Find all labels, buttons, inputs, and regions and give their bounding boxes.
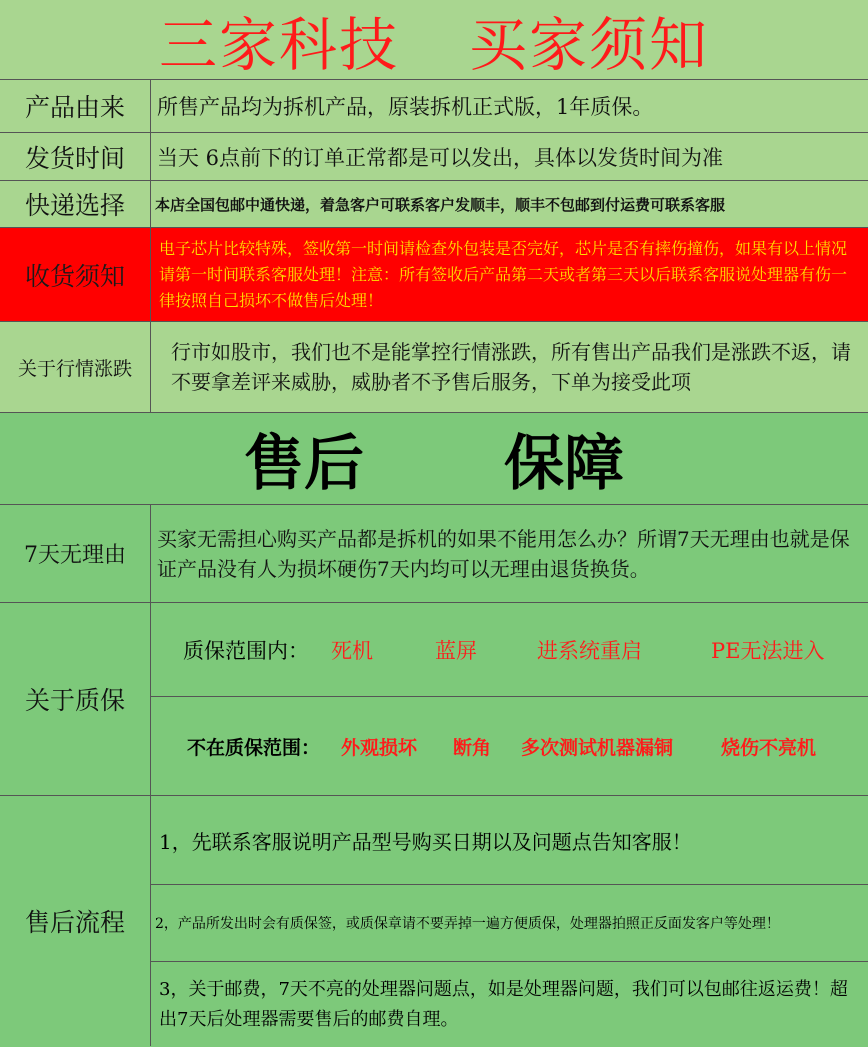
page-header bbox=[0, 0, 868, 80]
out-scope-item: 烧伤不亮机 bbox=[721, 737, 817, 759]
row-receipt-notice bbox=[0, 227, 868, 321]
process-step-text: 1，先联系客服说明产品型号购买日期以及问题点告知客服！ bbox=[159, 829, 692, 854]
process-step bbox=[151, 884, 868, 961]
process-step-text: 3，关于邮费，7天不亮的处理器问题点，如是处理器问题，我们可以包邮往返运费！超出7天后处理器需要售后的邮费自理。 bbox=[159, 978, 848, 1030]
row-seven-day-return bbox=[0, 504, 868, 602]
row-text: 当天 6点前下的订单正常都是可以发出，具体以发货时间为准 bbox=[157, 145, 724, 170]
row-price-fluctuation bbox=[0, 321, 868, 412]
in-scope-item: 进系统重启 bbox=[537, 638, 642, 663]
after-sales-header bbox=[0, 412, 868, 504]
in-scope-item: 死机 bbox=[331, 638, 373, 663]
out-scope-item: 多次测试机器漏铜 bbox=[521, 737, 674, 759]
row-label: 收货须知 bbox=[0, 228, 151, 321]
row-label: 售后流程 bbox=[0, 796, 151, 1046]
in-scope-label: 质保范围内： bbox=[183, 638, 309, 663]
notice-title: 买家须知 bbox=[469, 10, 710, 79]
row-label: 关于质保 bbox=[0, 603, 151, 795]
row-product-origin bbox=[0, 79, 868, 132]
row-after-sales-process bbox=[0, 795, 868, 1046]
out-scope-item: 断角 bbox=[453, 737, 492, 759]
in-scope-item: 蓝屏 bbox=[435, 638, 477, 663]
row-label: 7天无理由 bbox=[0, 505, 151, 602]
row-label: 关于行情涨跌 bbox=[0, 322, 151, 412]
after-sales-title-left: 售后 bbox=[244, 428, 364, 499]
row-text: 买家无需担心购买产品都是拆机的如果不能用怎么办？所谓7天无理由也就是保证产品没有人为损坏硬伤7天内均可以无理由退货换货。 bbox=[157, 526, 850, 581]
row-warranty bbox=[0, 602, 868, 795]
process-step bbox=[151, 961, 868, 1047]
row-text: 所售产品均为拆机产品，原装拆机正式版，1年质保。 bbox=[157, 95, 654, 119]
row-text: 行市如股市，我们也不是能掌控行情涨跌，所有售出产品我们是涨跌不返，请不要拿差评来威胁，威胁者不予售后服务，下单为接受此项 bbox=[171, 340, 851, 394]
row-courier-choice bbox=[0, 180, 868, 227]
warranty-in-scope bbox=[151, 603, 868, 696]
warranty-out-scope bbox=[151, 696, 868, 796]
process-step-text: 2，产品所发出时会有质保签，或质保章请不要弄掉一遍方便质保，处理器拍照正反面发客户等处理！ bbox=[155, 916, 780, 932]
row-label: 快递选择 bbox=[0, 181, 151, 227]
row-label: 产品由来 bbox=[0, 80, 151, 132]
out-scope-item: 外观损坏 bbox=[341, 737, 418, 759]
process-step bbox=[151, 796, 868, 884]
row-text: 电子芯片比较特殊，签收第一时间请检查外包装是否完好，芯片是否有摔伤撞伤，如果有以上情况请第一时间联系客服处理！注意：所有签收后产品第二天或者第三天以后联系客服说处理器有伤一律按照自己损坏不做售后处理！ bbox=[151, 228, 868, 321]
after-sales-title-right: 保障 bbox=[504, 428, 624, 499]
in-scope-item: PE无法进入 bbox=[711, 638, 825, 663]
row-shipping-time bbox=[0, 132, 868, 180]
shop-name: 三家科技 bbox=[158, 10, 399, 79]
row-label: 发货时间 bbox=[0, 133, 151, 180]
out-scope-label: 不在质保范围： bbox=[187, 737, 321, 759]
row-text: 本店全国包邮中通快递，着急客户可联系客户发顺丰，顺丰不包邮到付运费可联系客服 bbox=[155, 195, 726, 214]
